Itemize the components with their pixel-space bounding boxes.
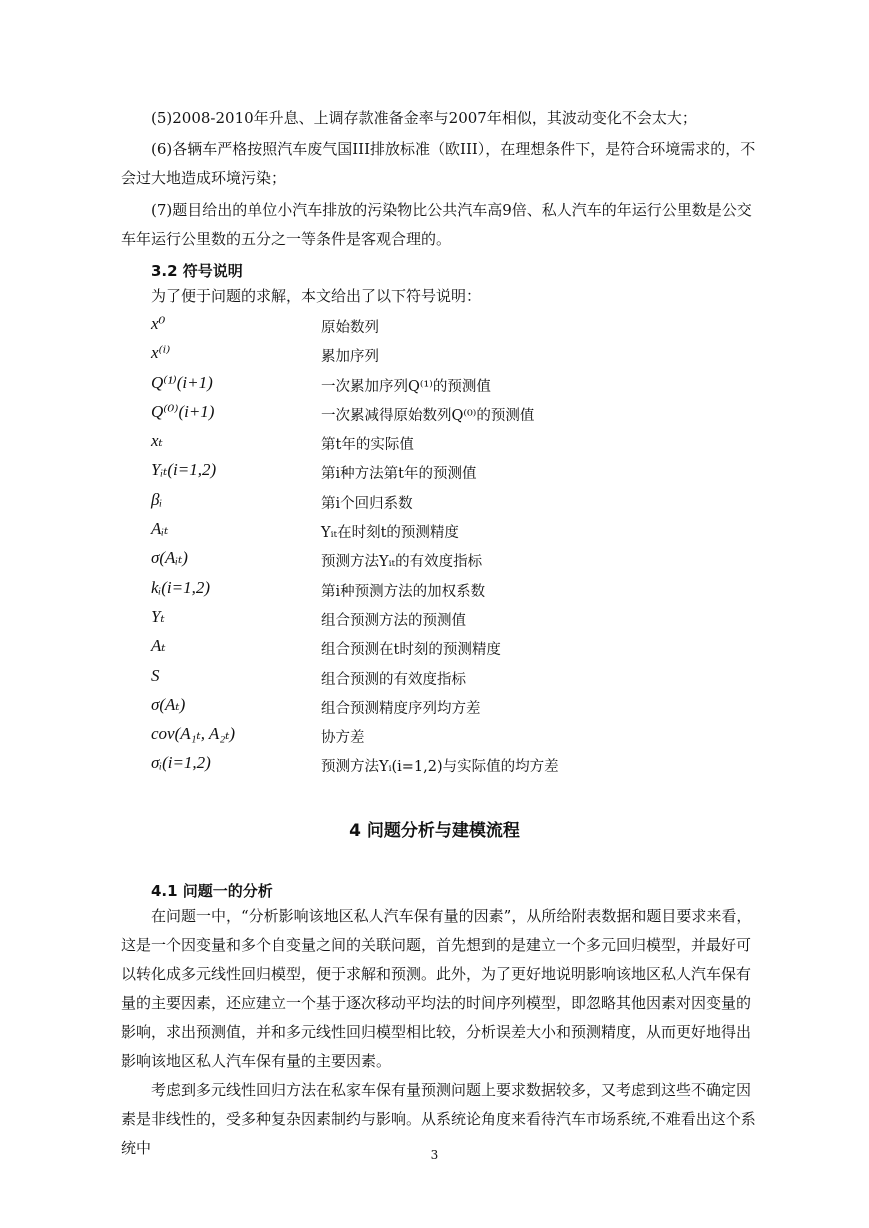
symbol-row xyxy=(151,692,771,721)
section-4-1-paragraph-2: 考虑到多元线性回归方法在私家车保有量预测问题上要求数据较多，又考虑到这些不确定因素是非线性的，受多种复杂因素制约与影响。从系统论角度来看待汽车市场系统,不难看出这个系统中 xyxy=(121,1081,756,1157)
symbol-row xyxy=(151,457,771,486)
symbol-row xyxy=(151,516,771,545)
symbol-description: 预测方法Yᵢₜ的有效度指标 xyxy=(321,554,483,571)
symbol: kᵢ(i=1,2) xyxy=(151,577,211,597)
symbol-row xyxy=(151,340,771,369)
symbol-description: 组合预测精度序列均方差 xyxy=(321,700,481,717)
symbol-description: 一次累加序列Q⁽¹⁾的预测值 xyxy=(321,378,491,395)
assumption-7: (7)题目给出的单位小汽车排放的污染物比公共汽车高9倍、私人汽车的年运行公里数是公交车年运行公里数的五分之一等条件是客观合理的。 xyxy=(121,201,752,248)
section-4-heading: 4 问题分析与建模流程 xyxy=(349,821,520,841)
symbol: Aᵢₜ xyxy=(151,519,169,539)
symbol: σᵢ(i=1,2) xyxy=(151,753,211,773)
symbol: x⁰ xyxy=(151,314,166,333)
symbol: S xyxy=(151,665,160,685)
page-number: 3 xyxy=(430,1148,439,1162)
symbol-description: 第t年的实际值 xyxy=(321,437,414,454)
symbol-description: 组合预测在t时刻的预测精度 xyxy=(321,642,501,659)
symbol-row xyxy=(151,545,771,574)
symbol-description: 原始数列 xyxy=(321,320,379,336)
symbol-table xyxy=(151,311,771,780)
symbol-description: 一次累减得原始数列Q⁽⁰⁾的预测值 xyxy=(321,407,535,424)
symbol-description: 组合预测的有效度指标 xyxy=(321,671,466,688)
section-4-1-heading: 4.1 问题一的分析 xyxy=(151,882,273,900)
symbol: cov(A₁ₜ, A₂ₜ) xyxy=(151,724,236,744)
symbol: βᵢ xyxy=(151,489,163,509)
symbol: Yₜ xyxy=(151,606,165,626)
symbol-description: 第i种方法第t年的预测值 xyxy=(321,466,477,483)
symbol: Yᵢₜ(i=1,2) xyxy=(151,460,217,480)
section-4-1-paragraph-1: 在问题一中，“分析影响该地区私人汽车保有量的因素”，从所给附表数据和题目要求来看，这是一个因变量和多个自变量之间的关联问题，首先想到的是建立一个多元回归模型，并最好可以转化成多元线性回归模型，便于求解和预测。此外，为了更好地说明影响该地区私人汽车保有量的主要因素，还应建立一个基于逐次移动平均法的时间序列模型，即忽略其他因素对因变量的影响，求出预测值，并和多元线性回归模型相比较，分析误差大小和预测精度，从而更好地得出影响该地区私人汽车保有量的主要因素。 xyxy=(121,907,752,1070)
symbol-row xyxy=(151,575,771,604)
symbol-description: 第i种预测方法的加权系数 xyxy=(321,583,486,600)
assumption-5: (5)2008-2010年升息、上调存款准备金率与2007年相似，其波动变化不会太大； xyxy=(151,109,697,127)
symbol-description: 组合预测方法的预测值 xyxy=(321,612,466,629)
symbol-row xyxy=(151,370,771,399)
symbol-row xyxy=(151,633,771,662)
section-3-2-heading: 3.2 符号说明 xyxy=(151,262,243,280)
symbol-description: 协方差 xyxy=(321,730,365,747)
symbol-row xyxy=(151,750,771,779)
symbol-description: 预测方法Yᵢ(i=1,2)与实际值的均方差 xyxy=(321,759,559,776)
assumption-6: (6)各辆车严格按照汽车废气国III排放标准（欧III），在理想条件下，是符合环境需求的，不会过大地造成环境污染； xyxy=(121,140,756,187)
symbol: σ(Aₜ) xyxy=(151,694,186,714)
section-3-2-intro: 为了便于问题的求解，本文给出了以下符号说明： xyxy=(151,287,482,305)
symbol: Q⁽¹⁾(i+1) xyxy=(151,372,213,392)
symbol-description: Yᵢₜ在时刻t的预测精度 xyxy=(321,525,459,542)
symbol-row xyxy=(151,663,771,692)
symbol-row xyxy=(151,399,771,428)
symbol: x⁽ⁱ⁾ xyxy=(151,343,171,363)
symbol: σ(Aᵢₜ) xyxy=(151,548,188,568)
symbol: Aₜ xyxy=(151,636,166,656)
symbol-description: 第i个回归系数 xyxy=(321,495,413,512)
symbol: Q⁽⁰⁾(i+1) xyxy=(151,401,215,421)
symbol-row xyxy=(151,721,771,750)
symbol-row xyxy=(151,604,771,633)
symbol-description: 累加序列 xyxy=(321,349,379,366)
symbol-row xyxy=(151,487,771,516)
symbol-row xyxy=(151,428,771,457)
symbol-row xyxy=(151,311,771,340)
symbol: xₜ xyxy=(151,431,163,451)
